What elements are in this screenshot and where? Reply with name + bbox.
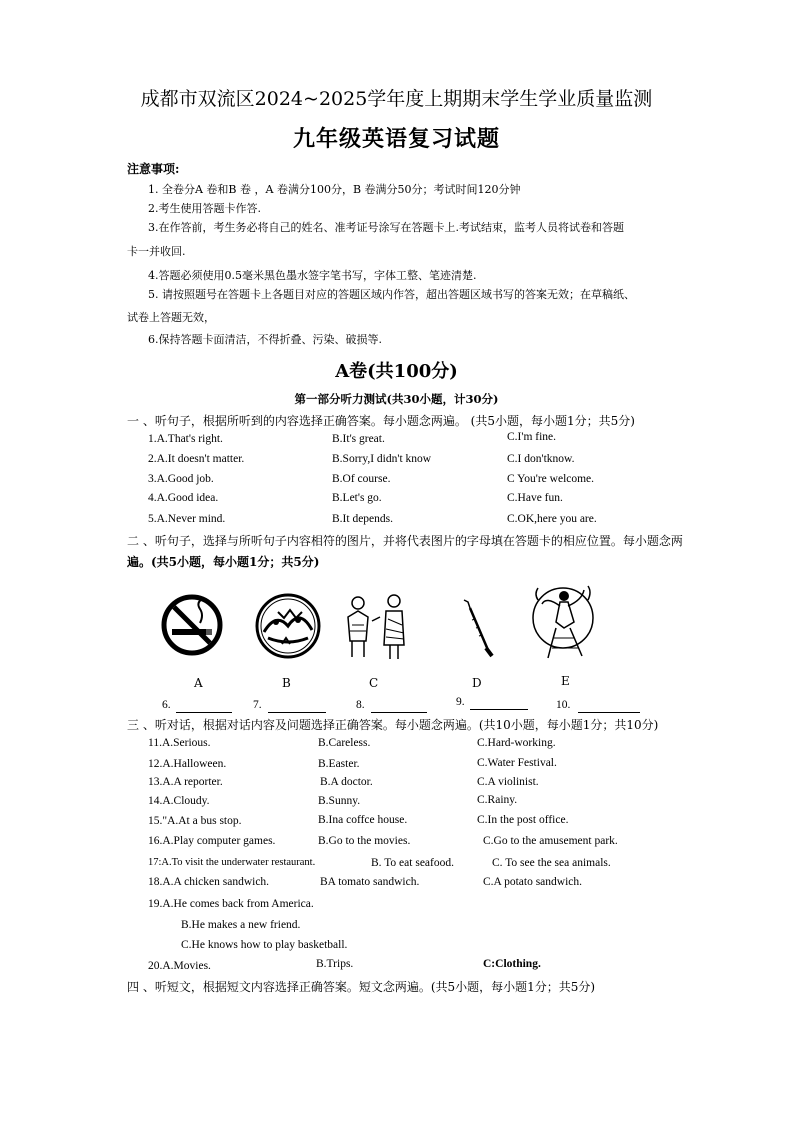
option: C.A violinist. xyxy=(477,776,539,788)
option: C You're welcome. xyxy=(507,473,595,485)
people-icon xyxy=(340,591,416,663)
picture-label: A xyxy=(194,676,203,690)
option: C. To see the sea animals. xyxy=(492,857,611,869)
notice-item: 4.答题必须使用0.5毫米黑色墨水签字笔书写，字体工整、笔迹清楚. xyxy=(148,269,477,282)
option: 17:A.To visit the underwater restaurant. xyxy=(148,857,316,868)
option: 11.A.Serious. xyxy=(148,737,211,749)
picture-label: C xyxy=(369,676,379,690)
section2-heading-cont: 遍。(共5小题，每小题1分；共5分) xyxy=(127,555,320,569)
option: B.A doctor. xyxy=(320,776,373,788)
section2-heading: 二 、听句子，选择与所听句子内容相符的图片，并将代表图片的字母填在答题卡的相应位置。每小题念两 xyxy=(127,534,683,548)
part-a-heading: A卷(共100分) xyxy=(335,361,458,382)
option: C.A potato sandwich. xyxy=(483,876,583,888)
dragon-boat-icon xyxy=(254,592,322,660)
option: B. To eat seafood. xyxy=(371,857,454,869)
option: 5.A.Never mind. xyxy=(148,513,226,525)
section4-heading: 四 、听短文，根据短文内容选择正确答案。短文念两遍。(共5小题，每小题1分；共5分) xyxy=(127,980,596,994)
blank-number: 10. xyxy=(556,699,571,711)
option: B.Sunny. xyxy=(318,795,361,807)
option: 19.A.He comes back from America. xyxy=(148,898,314,910)
option: C.OK,here you are. xyxy=(507,513,597,525)
option: B.Ina coffce house. xyxy=(318,814,408,826)
option: 2.A.It doesn't matter. xyxy=(148,453,245,465)
part-one-heading: 第一部分听力测试(共30小题，计30分) xyxy=(294,392,499,406)
option: C.Go to the amusement park. xyxy=(483,835,618,847)
notice-item: 5. 请按照题号在答题卡上各题目对应的答题区域内作答，超出答题区域书写的答案无效；在草稿纸、 xyxy=(148,288,635,301)
option: B.It depends. xyxy=(332,513,394,525)
option: 16.A.Play computer games. xyxy=(148,835,276,847)
option: 15."A.At a bus stop. xyxy=(148,815,242,827)
option: C:Clothing. xyxy=(483,958,541,970)
option: B.Sorry,I didn't know xyxy=(332,453,432,465)
answer-blank[interactable] xyxy=(371,712,427,713)
blank-number: 9. xyxy=(456,696,465,708)
option: B.Trips. xyxy=(316,958,354,970)
dancer-icon xyxy=(530,578,596,664)
exam-title: 成都市双流区2024~2025学年度上期期末学生学业质量监测 xyxy=(140,88,653,110)
notice-item: 1. 全卷分A 卷和B 卷 ，A 卷满分100分，B 卷满分50分；考试时间120分钟 xyxy=(148,183,521,196)
option: 18.A.A chicken sandwich. xyxy=(148,876,270,888)
picture-label: B xyxy=(282,676,291,690)
blank-number: 7. xyxy=(253,699,262,711)
option: B.Easter. xyxy=(318,758,360,770)
blank-number: 8. xyxy=(356,699,365,711)
option: B.He makes a new friend. xyxy=(181,919,301,931)
section1-heading: 一 、听句子，根据所听到的内容选择正确答案。每小题念两遍。 (共5小题，每小题1分；共5分) xyxy=(127,414,635,428)
notice-item: 3.在作答前，考生务必将自己的姓名、准考证号涂写在答题卡上.考试结束，监考人员将试卷和答题 xyxy=(148,221,624,234)
option: 13.A.A reporter. xyxy=(148,776,223,788)
no-smoking-icon xyxy=(160,593,224,657)
option: B.Of course. xyxy=(332,473,391,485)
option: 3.A.Good job. xyxy=(148,473,214,485)
answer-blank[interactable] xyxy=(268,712,326,713)
option: C.I'm fine. xyxy=(507,431,557,443)
exam-subtitle: 九年级英语复习试题 xyxy=(292,126,500,152)
option: 4.A.Good idea. xyxy=(148,492,219,504)
option: BA tomato sandwich. xyxy=(320,876,420,888)
option: C.Water Festival. xyxy=(477,757,557,769)
option: B.Let's go. xyxy=(332,492,382,504)
option: C.In the post office. xyxy=(477,814,569,826)
option: 14.A.Cloudy. xyxy=(148,795,210,807)
notice-item: 6.保持答题卡面清洁，不得折叠、污染、破损等. xyxy=(148,333,382,346)
option: C.Hard-working. xyxy=(477,737,556,749)
answer-blank[interactable] xyxy=(176,712,232,713)
blank-number: 6. xyxy=(162,699,171,711)
answer-blank[interactable] xyxy=(578,712,640,713)
picture-label: D xyxy=(472,676,482,690)
picture-label: E xyxy=(561,674,570,688)
notice-heading: 注意事项: xyxy=(127,162,180,176)
tool-icon xyxy=(458,596,498,660)
option: C.He knows how to play basketball. xyxy=(181,939,348,951)
notice-item: 卡一并收回. xyxy=(127,245,186,258)
notice-item: 2.考生使用答题卡作答. xyxy=(148,202,261,215)
section3-heading: 三 、听对话，根据对话内容及问题选择正确答案。每小题念两遍。(共10小题，每小题1分；共10分) xyxy=(127,718,659,732)
option: C.I don'tknow. xyxy=(507,453,575,465)
option: C.Rainy. xyxy=(477,794,518,806)
option: C.Have fun. xyxy=(507,492,563,504)
option: B.Careless. xyxy=(318,737,371,749)
option: B.It's great. xyxy=(332,433,385,445)
option: 20.A.Movies. xyxy=(148,960,211,972)
option: 12.A.Halloween. xyxy=(148,758,227,770)
notice-item: 试卷上答题无效， xyxy=(127,311,215,324)
option: 1.A.That's right. xyxy=(148,433,223,445)
option: B.Go to the movies. xyxy=(318,835,411,847)
answer-blank[interactable] xyxy=(470,709,528,710)
